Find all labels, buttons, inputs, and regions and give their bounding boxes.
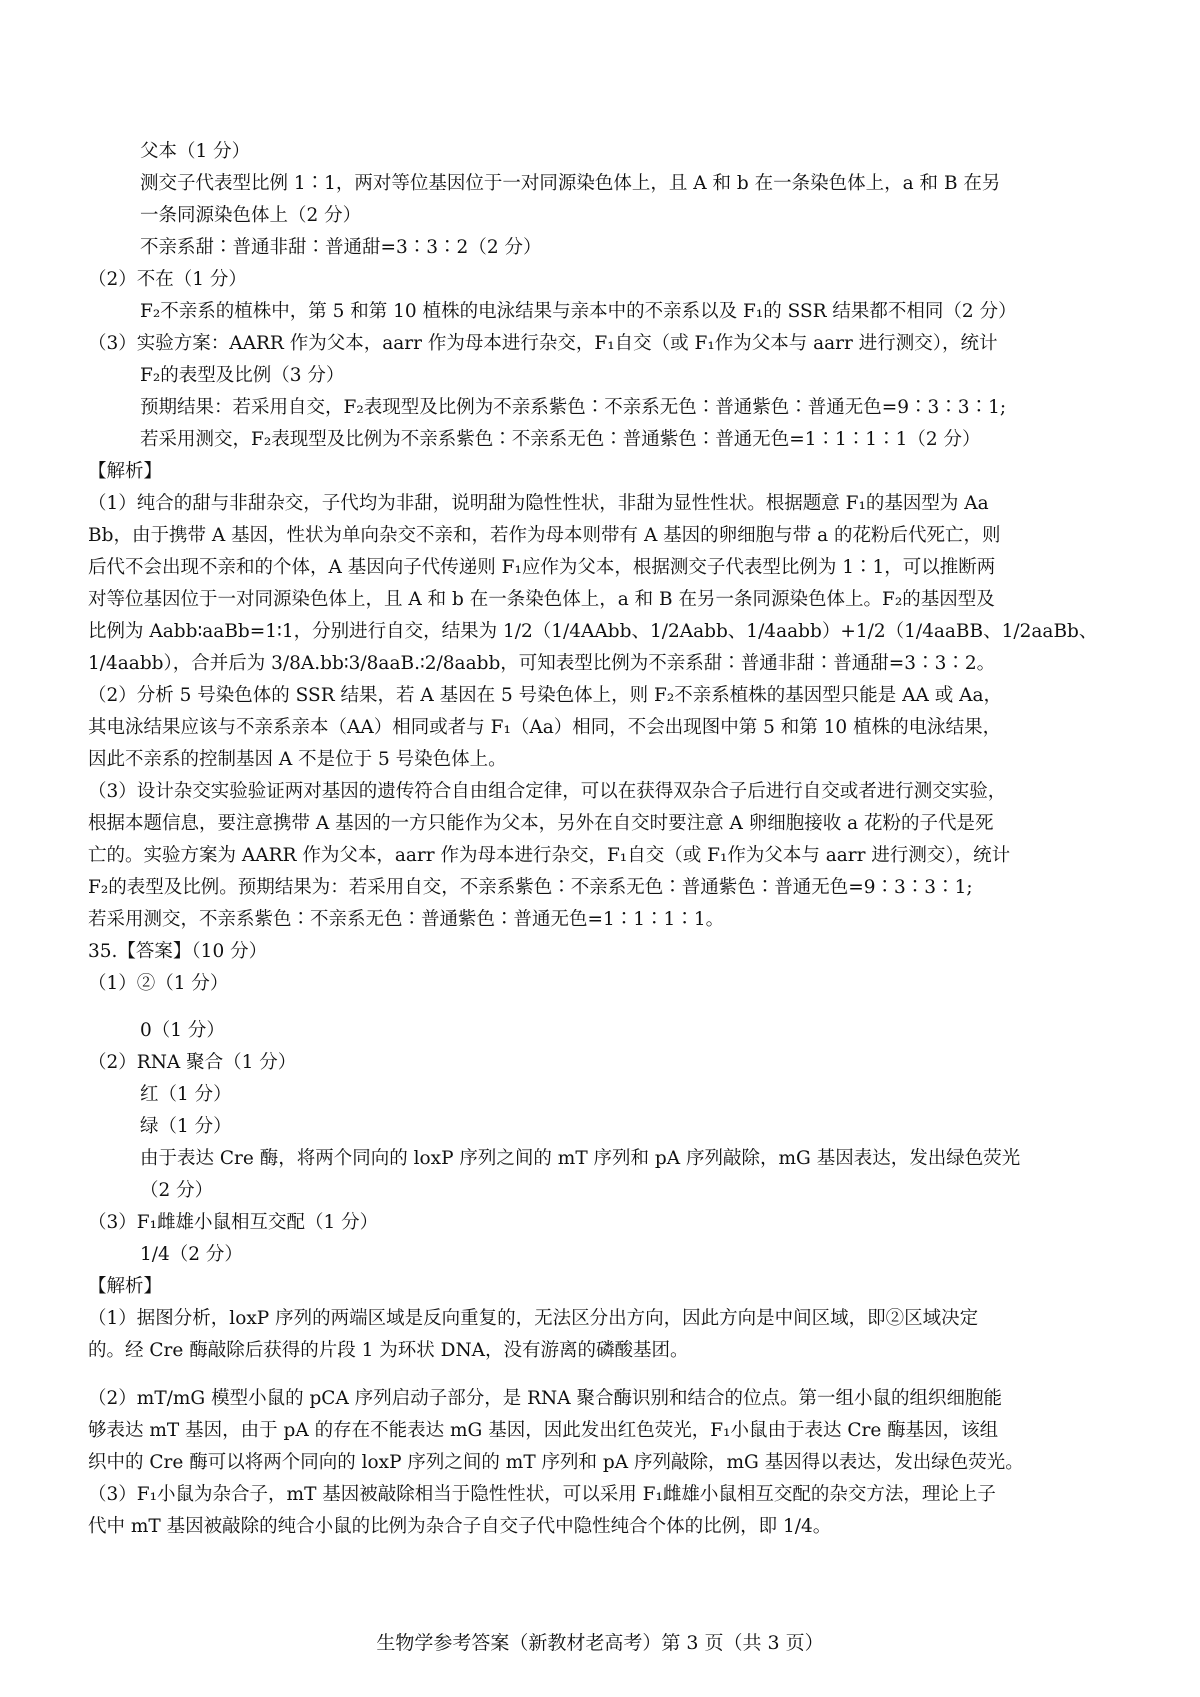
- text-line: （1）据图分析，loxP 序列的两端区域是反向重复的，无法区分出方向，因此方向是中间区域，即②区域决定: [88, 1308, 979, 1329]
- text-line: 红（1 分）: [140, 1084, 232, 1105]
- text-line: 因此不亲系的控制基因 A 不是位于 5 号染色体上。: [88, 749, 507, 770]
- text-line: （3）F₁雌雄小鼠相互交配（1 分）: [88, 1212, 379, 1233]
- text-line: Bb，由于携带 A 基因，性状为单向杂交不亲和，若作为母本则带有 A 基因的卵细胞与带 a 的花粉后代死亡，则: [88, 525, 1001, 546]
- text-line: 若采用测交，F₂表现型及比例为不亲系紫色∶不亲系无色∶普通紫色∶普通无色=1∶1∶1∶1（2 分）: [140, 429, 981, 450]
- text-line: 由于表达 Cre 酶，将两个同向的 loxP 序列之间的 mT 序列和 pA 序列敲除，mG 基因表达，发出绿色荧光: [140, 1148, 1021, 1169]
- text-line: 代中 mT 基因被敲除的纯合小鼠的比例为杂合子自交子代中隐性纯合个体的比例，即 1/4。: [88, 1516, 832, 1537]
- text-line: （2）mT/mG 模型小鼠的 pCA 序列启动子部分，是 RNA 聚合酶识别和结合的位点。第一组小鼠的组织细胞能: [88, 1388, 1002, 1409]
- text-line: 若采用测交，不亲系紫色∶不亲系无色∶普通紫色∶普通无色=1∶1∶1∶1。: [88, 909, 725, 930]
- text-line: 的。经 Cre 酶敲除后获得的片段 1 为环状 DNA，没有游离的磷酸基团。: [88, 1340, 689, 1361]
- text-line: （2 分）: [140, 1180, 214, 1201]
- text-line: F₂的表型及比例（3 分）: [140, 365, 345, 386]
- text-line: （1）②（1 分）: [88, 973, 229, 994]
- text-line: （2）分析 5 号染色体的 SSR 结果，若 A 基因在 5 号染色体上，则 F₂不亲系植株的基因型只能是 AA 或 Aa，: [88, 685, 1003, 706]
- text-line: （3）设计杂交实验验证两对基因的遗传符合自由组合定律，可以在获得双杂合子后进行自交或者进行测交实验，: [88, 781, 1007, 802]
- text-line: 织中的 Cre 酶可以将两个同向的 loxP 序列之间的 mT 序列和 pA 序列敲除，mG 基因得以表达，发出绿色荧光。: [88, 1452, 1024, 1473]
- text-line: （3）实验方案：AARR 作为父本，aarr 作为母本进行杂交，F₁自交（或 F₁作为父本与 aarr 进行测交），统计: [88, 333, 998, 354]
- text-line: 【解析】: [88, 1276, 163, 1297]
- text-line: 亡的。实验方案为 AARR 作为父本，aarr 作为母本进行杂交，F₁自交（或 F₁作为父本与 aarr 进行测交），统计: [88, 845, 1011, 866]
- text-line: 不亲系甜∶普通非甜∶普通甜=3∶3∶2（2 分）: [140, 237, 542, 258]
- text-line: 测交子代表型比例 1∶1，两对等位基因位于一对同源染色体上，且 A 和 b 在一条染色体上，a 和 B 在另: [140, 173, 1001, 194]
- text-line: 0（1 分）: [140, 1020, 225, 1041]
- text-line: 一条同源染色体上（2 分）: [140, 205, 362, 226]
- text-line: 【解析】: [88, 461, 163, 482]
- text-line: 根据本题信息，要注意携带 A 基因的一方只能作为父本，另外在自交时要注意 A 卵细胞接收 a 花粉的子代是死: [88, 813, 994, 834]
- text-line: （1）纯合的甜与非甜杂交，子代均为非甜，说明甜为隐性性状，非甜为显性性状。根据题意 F₁的基因型为 Aa: [88, 493, 989, 514]
- text-line: 对等位基因位于一对同源染色体上，且 A 和 b 在一条染色体上，a 和 B 在另一条同源染色体上。F₂的基因型及: [88, 589, 995, 610]
- text-line: F₂不亲系的植株中，第 5 和第 10 植株的电泳结果与亲本中的不亲系以及 F₁的 SSR 结果都不相同（2 分）: [140, 301, 1017, 322]
- text-line: 父本（1 分）: [140, 141, 251, 162]
- text-line: 比例为 Aabb∶aaBb=1∶1，分别进行自交，结果为 1/2（1/4AAbb、1/2Aabb、1/4aabb）+1/2（1/4aaBB、1/2aaBb、: [88, 621, 1098, 642]
- text-line: 够表达 mT 基因，由于 pA 的存在不能表达 mG 基因，因此发出红色荧光，F₁小鼠由于表达 Cre 酶基因，该组: [88, 1420, 999, 1441]
- text-line: （2）RNA 聚合（1 分）: [88, 1052, 297, 1073]
- text-line: 1/4aabb），合并后为 3/8A.bb∶3/8aaB.∶2/8aabb，可知表型比例为不亲系甜∶普通非甜∶普通甜=3∶3∶2。: [88, 653, 996, 674]
- text-line: F₂的表型及比例。预期结果为：若采用自交，不亲系紫色∶不亲系无色∶普通紫色∶普通无色=9∶3∶3∶1;: [88, 877, 973, 898]
- text-line: （3）F₁小鼠为杂合子，mT 基因被敲除相当于隐性性状，可以采用 F₁雌雄小鼠相互交配的杂交方法，理论上子: [88, 1484, 996, 1505]
- text-line: （2）不在（1 分）: [88, 269, 247, 290]
- text-line: 预期结果：若采用自交，F₂表现型及比例为不亲系紫色∶不亲系无色∶普通紫色∶普通无色=9∶3∶3∶1;: [140, 397, 1007, 418]
- page-footer: 生物学参考答案（新教材老高考）第 3 页（共 3 页）: [376, 1632, 824, 1654]
- text-line: 35.【答案】（10 分）: [88, 941, 268, 962]
- text-line: 其电泳结果应该与不亲系亲本（AA）相同或者与 F₁（Aa）相同，不会出现图中第 5 和第 10 植株的电泳结果，: [88, 717, 1002, 738]
- text-line: 绿（1 分）: [140, 1116, 232, 1137]
- text-line: 后代不会出现不亲和的个体，A 基因向子代传递则 F₁应作为父本，根据测交子代表型比例为 1∶1，可以推断两: [88, 557, 996, 578]
- text-line: 1/4（2 分）: [140, 1244, 243, 1265]
